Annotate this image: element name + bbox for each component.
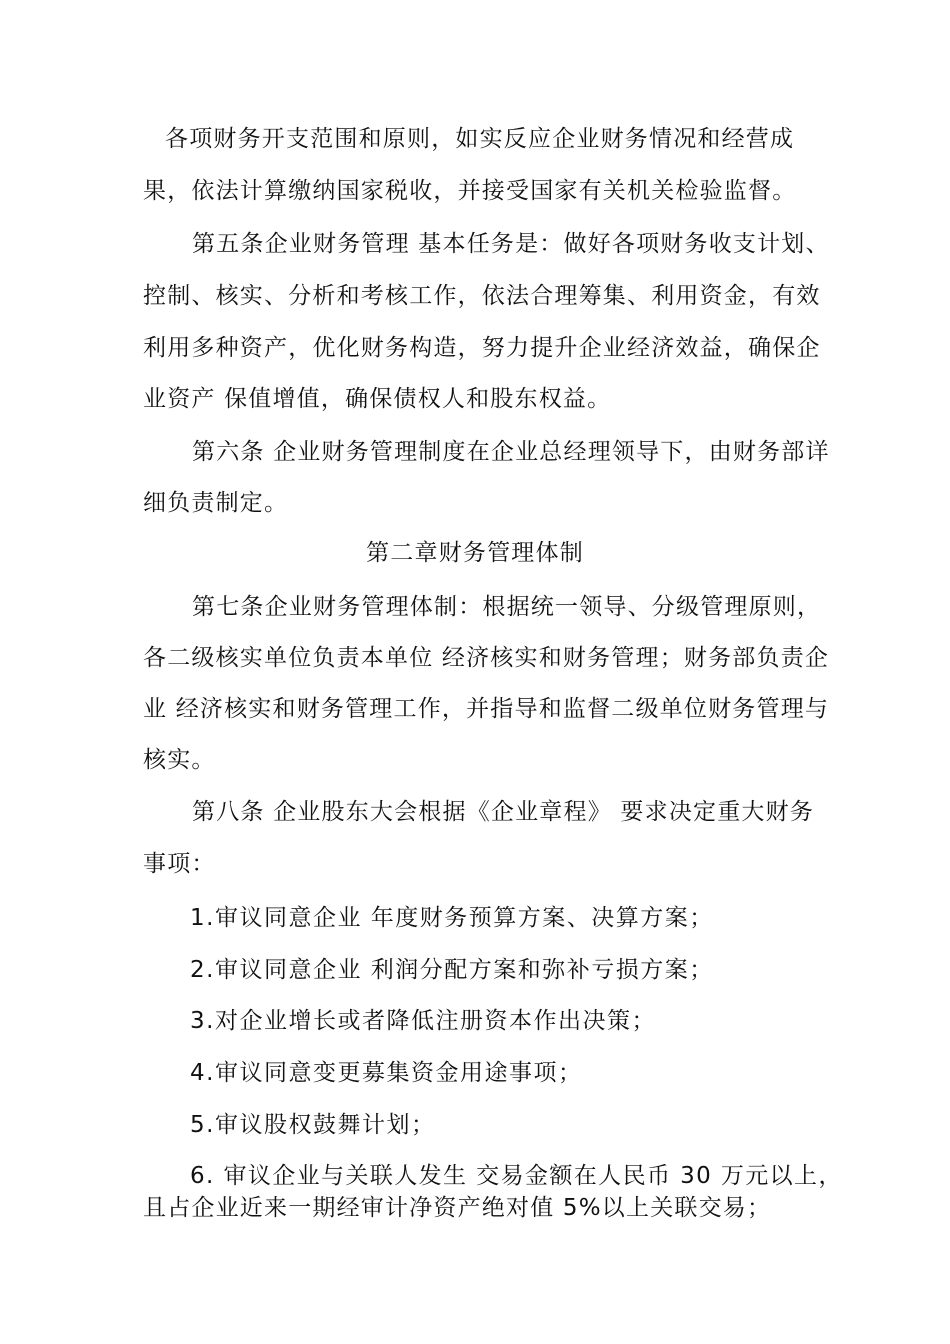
paragraph-line: 控制、核实、分析和考核工作，依法合理筹集、利用资金，有效 — [143, 283, 821, 309]
article-8-line: 第八条 企业股东大会根据《企业章程》 要求决定重大财务 — [192, 799, 815, 825]
article-5-line: 第五条企业财务管理 基本任务是：做好各项财务收支计划、 — [192, 231, 830, 257]
list-item: 6. 审议企业与关联人发生 交易金额在人民币 30 万元以上， — [190, 1163, 843, 1189]
paragraph-line: 果，依法计算缴纳国家税收，并接受国家有关机关检验监督。 — [143, 178, 797, 204]
article-7-line: 第七条企业财务管理体制：根据统一领导、分级管理原则， — [192, 594, 822, 620]
list-item: 2.审议同意企业 利润分配方案和弥补亏损方案； — [190, 957, 714, 983]
list-item-continuation: 且占企业近来一期经审计净资产绝对值 5%以上关联交易； — [143, 1195, 772, 1221]
chapter-heading: 第二章财务管理体制 — [366, 540, 584, 566]
list-item: 5.审议股权鼓舞计划； — [190, 1112, 436, 1138]
paragraph-line: 利用多种资产，优化财务构造，努力提升企业经济效益，确保企 — [143, 335, 821, 361]
list-item: 4.审议同意变更募集资金用途事项； — [190, 1060, 583, 1086]
list-item: 1.审议同意企业 年度财务预算方案、决算方案； — [190, 905, 714, 931]
paragraph-line: 业 经济核实和财务管理工作，并指导和监督二级单位财务管理与 — [143, 696, 830, 722]
paragraph-line: 业资产 保值增值，确保债权人和股东权益。 — [143, 386, 612, 412]
article-6-line: 第六条 企业财务管理制度在企业总经理领导下，由财务部详 — [192, 439, 830, 465]
list-item: 3.对企业增长或者降低注册资本作出决策； — [190, 1008, 656, 1034]
paragraph-line: 细负责制定。 — [143, 490, 289, 516]
paragraph-line: 核实。 — [143, 747, 216, 773]
paragraph-line: 事项： — [143, 851, 216, 877]
paragraph-line: 各二级核实单位负责本单位 经济核实和财务管理；财务部负责企 — [143, 645, 830, 671]
paragraph-line: 各项财务开支范围和原则，如实反应企业财务情况和经营成 — [165, 126, 795, 152]
